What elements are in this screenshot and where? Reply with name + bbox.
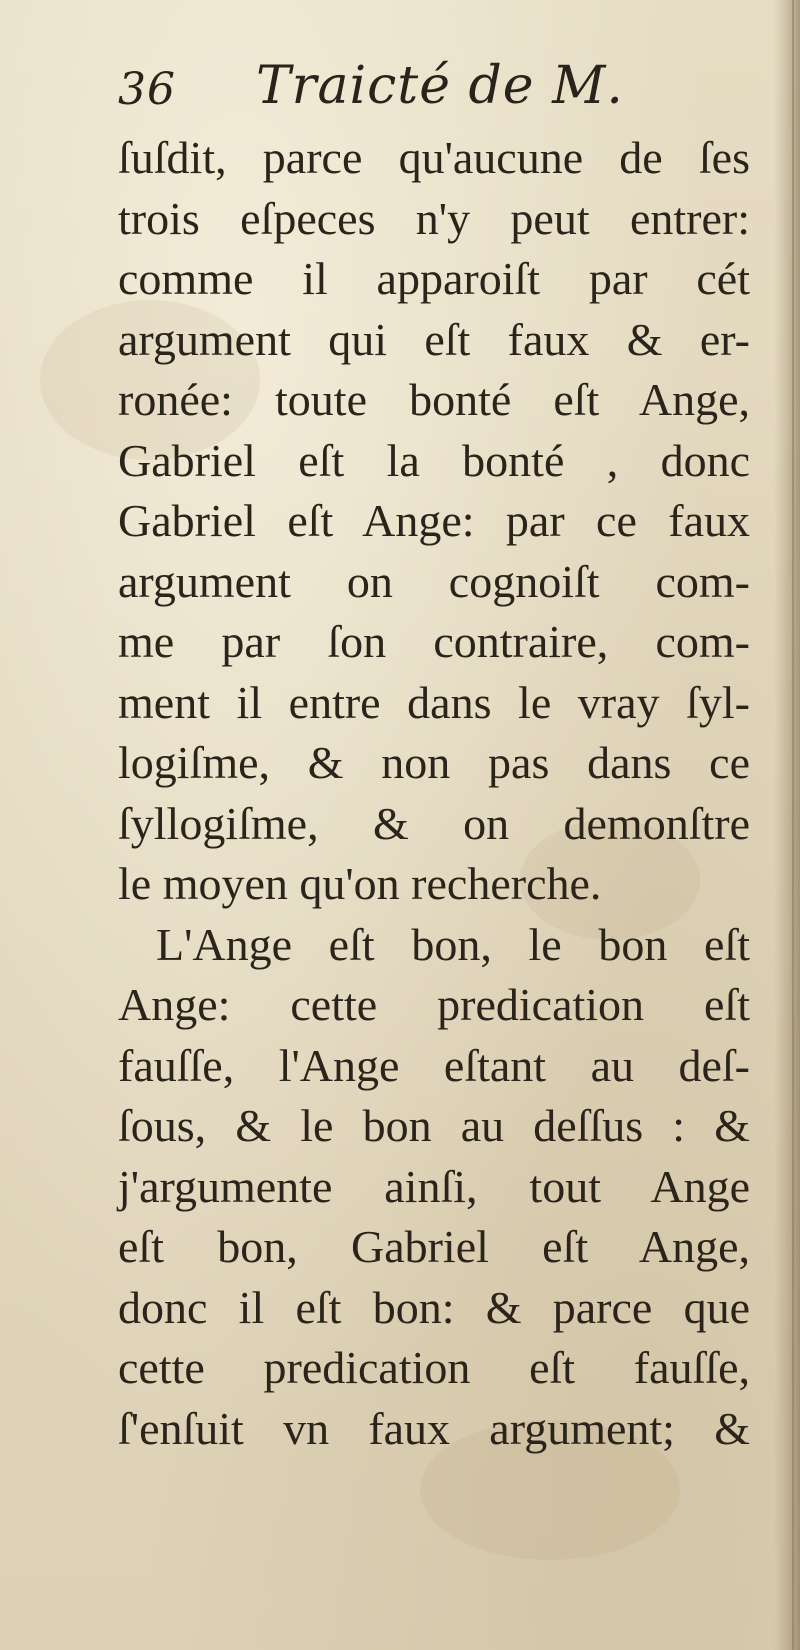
text-line: ſuſdit, parce qu'aucune de ſes bbox=[118, 132, 750, 183]
text-line: Gabriel eſt Ange: par ce faux bbox=[118, 495, 750, 546]
page-number: 36 bbox=[118, 64, 176, 115]
paragraph-first-line: L'Ange eſt bon, le bon eſt bbox=[156, 918, 750, 970]
text-line: j'argumente ainſi, tout Ange bbox=[118, 1160, 750, 1212]
text-line: Ange: cette predication eſt bbox=[118, 979, 750, 1030]
text-line: fauſſe, l'Ange eſtant au deſ- bbox=[118, 1039, 750, 1091]
text-line: donc il eſt bon: & parce que bbox=[118, 1281, 750, 1333]
page-gutter-shadow bbox=[774, 0, 800, 1650]
text-line: me par ſon contraire, com- bbox=[118, 616, 750, 667]
text-line: argument qui eſt faux & er- bbox=[118, 313, 750, 365]
running-head: Traicté de M. bbox=[256, 56, 624, 116]
text-line: cette predication eſt fauſſe, bbox=[118, 1342, 750, 1393]
text-line: eſt bon, Gabriel eſt Ange, bbox=[118, 1221, 750, 1272]
text-line: ſous, & le bon au deſſus : & bbox=[118, 1100, 750, 1151]
text-line: comme il apparoiſt par cét bbox=[118, 253, 750, 304]
text-line: ſ'enſuit vn faux argument; & bbox=[118, 1402, 750, 1454]
text-line: logiſme, & non pas dans ce bbox=[118, 737, 750, 788]
text-line: Gabriel eſt la bonté , donc bbox=[118, 434, 750, 486]
text-line: ronée: toute bonté eſt Ange, bbox=[118, 374, 750, 425]
text-line: ment il entre dans le vray ſyl- bbox=[118, 676, 750, 728]
text-line: le moyen qu'on recherche. bbox=[118, 858, 602, 909]
text-line: argument on cognoiſt com- bbox=[118, 555, 750, 607]
text-line: trois eſpeces n'y peut entrer: bbox=[118, 192, 750, 244]
text-line: ſyllogiſme, & on demonſtre bbox=[118, 797, 750, 849]
page-header bbox=[118, 52, 678, 116]
page-edge bbox=[792, 0, 794, 1650]
body-text bbox=[118, 128, 758, 1459]
